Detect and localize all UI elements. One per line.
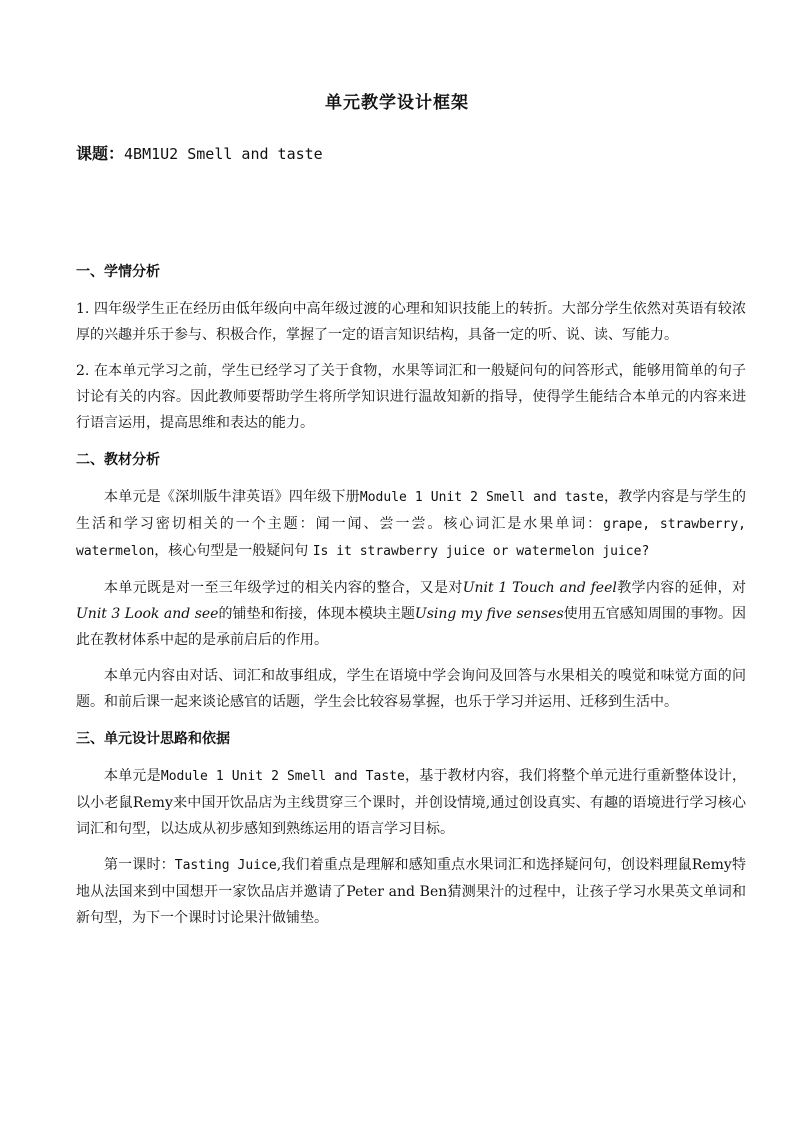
document-body — [76, 262, 746, 941]
section-heading-material-analysis: 二、教材分析 — [76, 452, 160, 468]
paragraph: 1. 四年级学生正在经历由低年级向中高年级过渡的心理和知识技能上的转折。大部分学生依然对英语有较浓厚的兴趣并乐于参与、积极合作，掌握了一定的语言知识结构，具备一定的听、说、读、写能力。 — [76, 301, 746, 343]
section-heading-design-rationale: 三、单元设计思路和依据 — [76, 731, 230, 747]
paragraph: 本单元既是对一至三年级学过的相关内容的整合，又是对Unit 1 Touch and feel教学内容的延伸，对Unit 3 Look and see的铺垫和衔接，体现本模块主题Using my five senses使用五官感知周围的事物。因此在教材体系中起的是承前启后的作用。 — [76, 580, 746, 648]
section-heading-learner-analysis: 一、学情分析 — [76, 264, 160, 280]
lesson-topic — [76, 141, 323, 164]
topic-value: 4BM1U2 Smell and taste — [124, 145, 323, 163]
paragraph: 第一课时：Tasting Juice,我们着重点是理解和感知重点水果词汇和选择疑问句，创设料理鼠Remy特地从法国来到中国想开一家饮品店并邀请了Peter and Ben猜测果汁的过程中，让孩子学习水果英文单词和新句型，为下一个课时讨论果汁做铺垫。 — [76, 857, 746, 926]
page-title: 单元教学设计框架 — [325, 93, 469, 113]
paragraph: 本单元内容由对话、词汇和故事组成，学生在语境中学会询问及回答与水果相关的嗅觉和味觉方面的问题。和前后课一起来谈论感官的话题，学生会比较容易掌握，也乐于学习并运用、迁移到生活中。 — [76, 668, 746, 710]
paragraph: 2. 在本单元学习之前，学生已经学习了关于食物，水果等词汇和一般疑问句的问答形式，能够用简单的句子讨论有关的内容。因此教师要帮助学生将所学知识进行温故知新的指导，使得学生能结合本单元的内容来进行语言运用，提高思维和表达的能力。 — [76, 363, 746, 431]
paragraph: 本单元是Module 1 Unit 2 Smell and Taste，基于教材内容，我们将整个单元进行重新整体设计，以小老鼠Remy来中国开饮品店为主线贯穿三个课时，并创设情境,通过创设真实、有趣的语境进行学习核心词汇和句型，以达成从初步感知到熟练运用的语言学习目标。 — [76, 768, 747, 837]
paragraph: 本单元是《深圳版牛津英语》四年级下册Module 1 Unit 2 Smell and taste，教学内容是与学生的生活和学习密切相关的一个主题：闻一闻、尝一尝。核心词汇是水果单词：grape, strawberry, watermelon，核心句型是一般疑问句 Is it strawberry juice or watermelon juice? — [76, 489, 747, 559]
topic-label: 课题： — [76, 144, 125, 163]
